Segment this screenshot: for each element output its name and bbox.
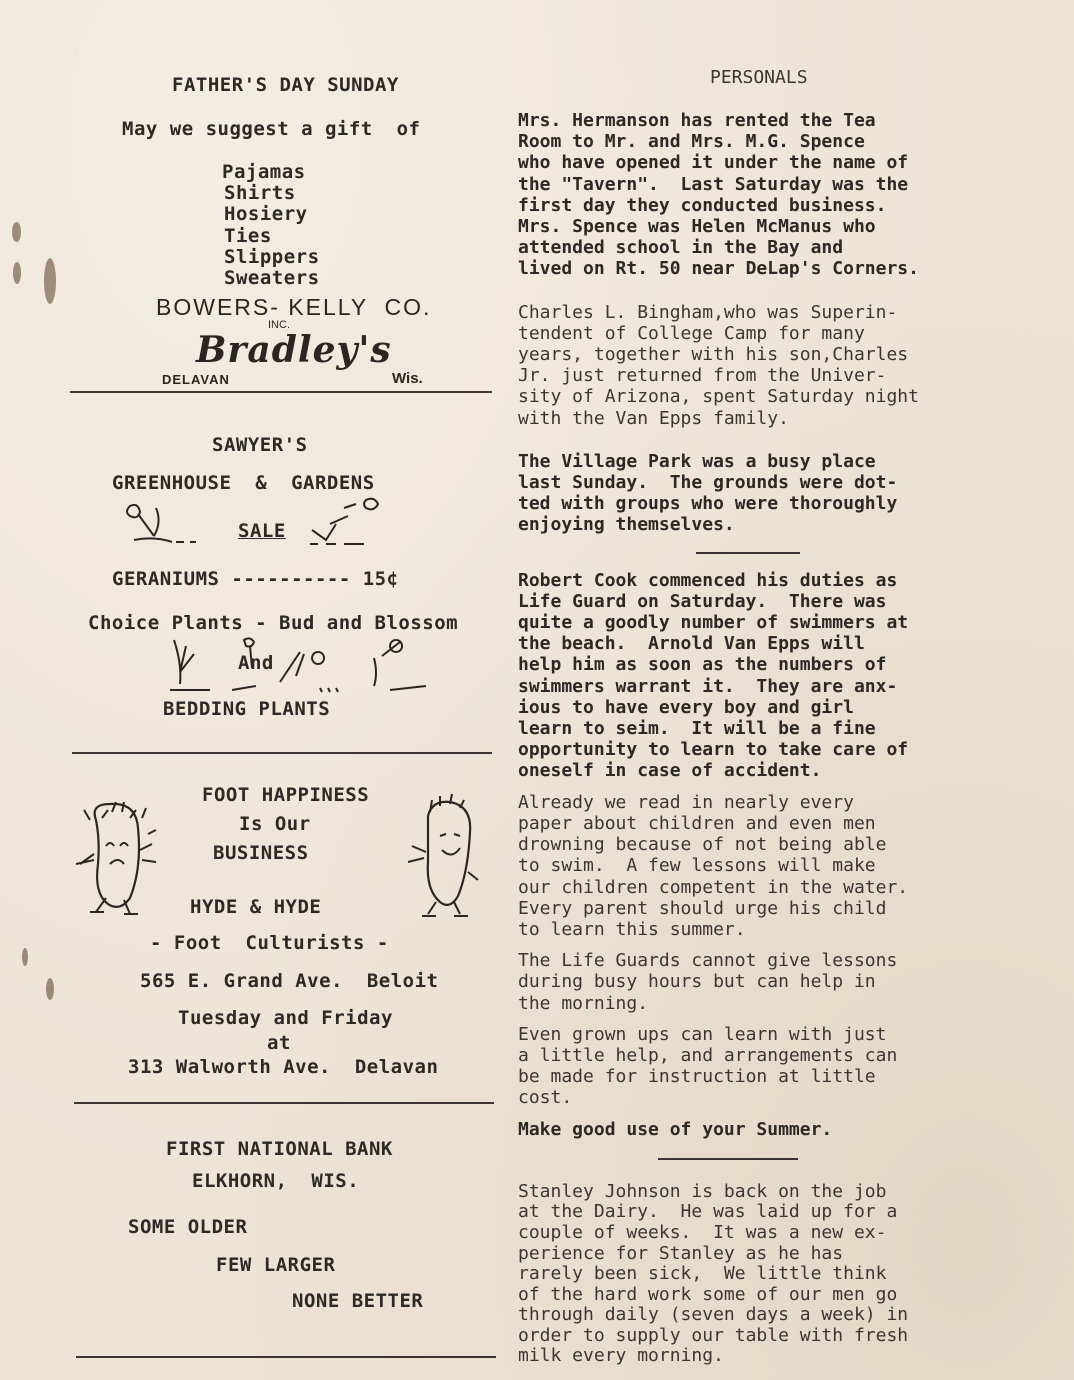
sale-label: SALE xyxy=(238,520,286,542)
short-divider xyxy=(658,1158,798,1160)
fathers-day-heading: FATHER'S DAY SUNDAY xyxy=(172,74,399,96)
page-stain xyxy=(22,948,28,966)
company-city: DELAVAN xyxy=(162,372,230,387)
article-paragraph: Stanley Johnson is back on the job at the Dairy. He was laid up for a couple of weeks. It was a new ex- perience for Stanley as he has rarely been sick, We little think of the hard work some of our men go through daily (seven days a week) in order to supply our table with fresh milk every morning. xyxy=(518,1180,909,1367)
choice-plants: Choice Plants - Bud and Blossom xyxy=(88,612,459,634)
company-state: Wis. xyxy=(392,370,423,387)
page-stain xyxy=(12,222,21,242)
article-paragraph: Robert Cook commenced his duties as Life Guard on Saturday. There was quite a goodly number of swimmers at the beach. Arnold Van Epps will help him as soon as the numbers of swimmers warrant it. They are anx- ious to have every boy and girl learn to seim. It will be a fine opportunity to learn to take care of oneself in case of accident. xyxy=(518,569,909,782)
is-our: Is Our xyxy=(239,813,311,835)
gift-item: Shirts xyxy=(224,182,296,204)
page-stain xyxy=(46,978,54,1000)
hyde-at: at xyxy=(267,1032,291,1054)
personals-heading: PERSONALS xyxy=(710,67,808,88)
company-name: BOWERS- KELLY CO. xyxy=(156,294,432,320)
gift-item: Pajamas xyxy=(222,161,306,183)
gift-item: Hosiery xyxy=(224,203,308,225)
geraniums-price: GERANIUMS ---------- 15¢ xyxy=(112,568,399,590)
bank-slogan-2: FEW LARGER xyxy=(216,1254,336,1276)
article-paragraph: The Village Park was a busy place last Sunday. The grounds were dot- ted with groups who were thoroughly enjoying themselves. xyxy=(518,450,898,536)
hyde-firm: HYDE & HYDE xyxy=(190,896,322,918)
bradleys-logo: Bradley's xyxy=(196,329,392,371)
divider-rule xyxy=(74,1102,494,1104)
and-label: And xyxy=(238,652,274,674)
sad-foot-cartoon xyxy=(66,790,166,920)
bank-slogan-1: SOME OLDER xyxy=(128,1216,248,1238)
sawyers-line: GREENHOUSE & GARDENS xyxy=(112,472,375,494)
divider-rule xyxy=(72,752,492,754)
happy-foot-cartoon xyxy=(406,792,486,922)
article-paragraph: Charles L. Bingham,who was Superin- tendent of College Camp for many years, together with his son,Charles Jr. just returned from the Univer- sity of Arizona, spent Saturday night with the Van Epps family. xyxy=(518,301,919,429)
page-stain xyxy=(44,258,56,304)
sawyers-name: SAWYER'S xyxy=(212,434,308,456)
hyde-role: - Foot Culturists - xyxy=(150,932,389,954)
hyde-address-beloit: 565 E. Grand Ave. Beloit xyxy=(140,970,439,992)
flower-doodle-row xyxy=(160,632,440,696)
article-paragraph: Make good use of your Summer. xyxy=(518,1118,833,1140)
bank-name: FIRST NATIONAL BANK xyxy=(166,1138,393,1160)
bedding-plants: BEDDING PLANTS xyxy=(163,698,331,720)
divider-rule xyxy=(70,391,492,393)
divider-rule xyxy=(76,1356,496,1358)
bank-city: ELKHORN, WIS. xyxy=(192,1170,360,1192)
gift-suggestion: May we suggest a gift of xyxy=(122,118,421,140)
article-paragraph: Mrs. Hermanson has rented the Tea Room to Mr. and Mrs. M.G. Spence who have opened it under the name of the "Tavern". Last Saturday was the first day they conducted business. Mrs. Spence was Helen McManus who attended school in the Bay and lived on Rt. 50 near DeLap's Corners. xyxy=(518,110,919,280)
gift-item: Sweaters xyxy=(224,267,320,289)
article-paragraph: The Life Guards cannot give lessons during busy hours but can help in the morning. xyxy=(518,950,898,1014)
foot-happiness: FOOT HAPPINESS xyxy=(202,784,370,806)
company-inc: INC. xyxy=(268,319,290,331)
bank-slogan-3: NONE BETTER xyxy=(292,1290,424,1312)
gift-item: Slippers xyxy=(224,246,320,268)
gift-item: Ties xyxy=(224,225,272,247)
page-stain xyxy=(13,262,21,284)
article-paragraph: Already we read in nearly every paper about children and even men drowning because of not being able to swim. A few lessons will make our children competent in the water. Every parent should urge his child to learn this summer. xyxy=(518,791,909,940)
short-divider xyxy=(696,552,800,554)
flower-doodle-right xyxy=(300,494,390,550)
flower-doodle-left xyxy=(118,500,208,548)
personals-column xyxy=(518,110,1008,1367)
hyde-days: Tuesday and Friday xyxy=(178,1007,393,1029)
business: BUSINESS xyxy=(213,842,309,864)
article-paragraph: Even grown ups can learn with just a little help, and arrangements can be made for instruction at little cost. xyxy=(518,1023,898,1109)
hyde-address-delavan: 313 Walworth Ave. Delavan xyxy=(128,1056,439,1078)
